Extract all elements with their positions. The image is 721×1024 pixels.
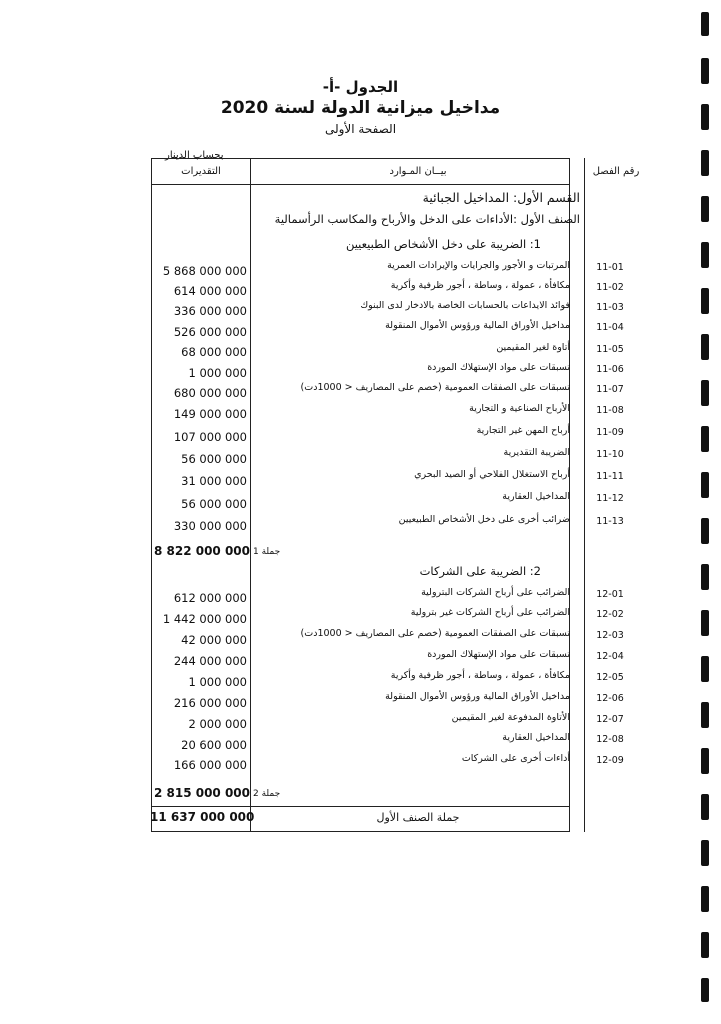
column-header-resource: بيــان المـوارد [389, 166, 447, 177]
row-amount: 1 000 000 [188, 675, 247, 689]
binder-mark [701, 58, 709, 84]
binder-mark [701, 150, 709, 176]
row-code: 11-01 [596, 262, 624, 273]
subtotal-label-1: جملة 1 [253, 547, 281, 557]
binder-mark [701, 104, 709, 130]
binder-mark [701, 426, 709, 452]
row-amount: 56 000 000 [181, 452, 247, 466]
part-heading: القسم الأول: المداخيل الجبائية [422, 190, 580, 205]
binder-mark [701, 656, 709, 682]
row-amount: 216 000 000 [173, 696, 247, 710]
row-code: 12-07 [596, 714, 624, 725]
main-title: مداخيل ميزانية الدولة لسنة 2020 [220, 98, 501, 118]
row-label: فوائد الايداعات بالحسابات الخاصة بالادخار لدى البنوك [360, 300, 570, 311]
row-label: أرباح المهن غير التجارية [476, 425, 570, 436]
row-amount: 5 868 000 000 [162, 264, 247, 278]
row-label: أرباح الاستغلال الفلاحي أو الصيد البحري [414, 469, 570, 480]
row-label: أتاوة لغير المقيمين [496, 342, 570, 353]
row-code: 11-07 [596, 384, 624, 395]
binder-mark [701, 610, 709, 636]
row-label: الضريبة التقديرية [503, 447, 570, 458]
grand-total-amount: 11 637 000 000 [150, 810, 255, 824]
column-divider-estimate [250, 158, 251, 832]
section-heading-1: 1: الضريبة على دخل الأشخاص الطبيعيين [345, 237, 541, 251]
row-code: 12-01 [596, 589, 624, 600]
row-label: المرتبات و الأجور والجرايات والإيرادات العمرية [387, 260, 570, 271]
binder-mark [701, 196, 709, 222]
row-code: 12-08 [596, 734, 624, 745]
binder-mark [701, 978, 709, 1002]
row-amount: 614 000 000 [173, 284, 247, 298]
row-label: مكافأة ، عمولة ، وساطة ، أجور ظرفية وأكرية [390, 670, 570, 681]
category-heading: الصنف الأول :الأداءات على الدخل والأرباح والمكاسب الرأسمالية [274, 212, 580, 226]
binder-mark [701, 380, 709, 406]
row-code: 12-04 [596, 651, 624, 662]
row-label: تسبقات على مواد الإستهلاك الموردة [427, 362, 570, 373]
binder-mark [701, 564, 709, 590]
row-label: الضرائب على أرباح الشركات البترولية [421, 587, 570, 598]
row-amount: 1 442 000 000 [162, 612, 247, 626]
binder-mark [701, 518, 709, 544]
grand-total-label: جملة الصنف الأول [376, 811, 460, 824]
binder-mark [701, 932, 709, 958]
row-amount: 1 000 000 [188, 366, 247, 380]
row-label: المداخيل العقارية [502, 732, 570, 743]
row-amount: 107 000 000 [173, 430, 247, 444]
row-label: تسبقات على مواد الإستهلاك الموردة [427, 649, 570, 660]
row-amount: 244 000 000 [173, 654, 247, 668]
total-divider [151, 806, 569, 807]
binder-mark [701, 840, 709, 866]
column-header-estimate: التقديرات [181, 166, 221, 177]
row-code: 11-05 [596, 344, 624, 355]
subtotal-amount-1: 8 822 000 000 [153, 544, 250, 558]
row-code: 11-12 [596, 493, 624, 504]
row-label: تسبقات على الصفقات العمومية (خصم على المصاريف < 1000دت) [300, 628, 570, 639]
row-label: ضرائب أخرى على دخل الأشخاص الطبيعيين [398, 514, 570, 525]
row-amount: 336 000 000 [173, 304, 247, 318]
row-amount: 680 000 000 [173, 386, 247, 400]
row-amount: 42 000 000 [181, 633, 247, 647]
row-amount: 330 000 000 [173, 519, 247, 533]
row-code: 11-06 [596, 364, 624, 375]
column-divider-code [584, 158, 585, 832]
row-code: 12-06 [596, 693, 624, 704]
row-amount: 56 000 000 [181, 497, 247, 511]
binder-mark [701, 242, 709, 268]
binder-mark [701, 12, 709, 36]
row-amount: 68 000 000 [181, 345, 247, 359]
row-code: 11-03 [596, 302, 624, 313]
row-label: الأتاوة المدفوعة لغير المقيمين [451, 712, 570, 723]
row-amount: 526 000 000 [173, 325, 247, 339]
row-code: 12-09 [596, 755, 624, 766]
row-amount: 166 000 000 [173, 758, 247, 772]
row-amount: 149 000 000 [173, 407, 247, 421]
row-code: 11-10 [596, 449, 624, 460]
binder-mark [701, 794, 709, 820]
row-label: أداءات أخرى على الشركات [461, 753, 570, 764]
header-divider [151, 184, 569, 185]
row-amount: 2 000 000 [188, 717, 247, 731]
row-code: 12-03 [596, 630, 624, 641]
row-label: المداخيل العقارية [502, 491, 570, 502]
row-amount: 20 600 000 [181, 738, 247, 752]
binder-mark [701, 886, 709, 912]
row-label: الأرباح الصناعية و التجارية [469, 403, 570, 414]
row-code: 11-04 [596, 322, 624, 333]
row-label: تسبقات على الصفقات العمومية (خصم على المصاريف < 1000دت) [300, 382, 570, 393]
row-code: 11-02 [596, 282, 624, 293]
subtotal-label-2: جملة 2 [253, 789, 281, 799]
row-label: مداخيل الأوراق المالية ورؤوس الأموال المنقولة [385, 320, 570, 331]
subtotal-amount-2: 2 815 000 000 [153, 786, 250, 800]
binder-mark [701, 288, 709, 314]
row-label: مكافأة ، عمولة ، وساطة ، أجور ظرفية وأكرية [390, 280, 570, 291]
row-amount: 612 000 000 [173, 591, 247, 605]
row-code: 11-13 [596, 516, 624, 527]
binder-mark [701, 472, 709, 498]
row-code: 11-09 [596, 427, 624, 438]
row-label: الضرائب على أرباح الشركات غير بترولية [410, 607, 570, 618]
page-label: الصفحة الأولى [324, 122, 397, 136]
row-code: 12-02 [596, 609, 624, 620]
section-heading-2: 2: الضريبة على الشركات [419, 564, 541, 578]
row-label: مداخيل الأوراق المالية ورؤوس الأموال المنقولة [385, 691, 570, 702]
row-amount: 31 000 000 [181, 474, 247, 488]
currency-note: بحساب الدينار [165, 150, 224, 161]
column-header-code: رقم الفصل [592, 166, 640, 177]
binder-mark [701, 334, 709, 360]
binder-mark [701, 702, 709, 728]
row-code: 12-05 [596, 672, 624, 683]
row-code: 11-08 [596, 405, 624, 416]
row-code: 11-11 [596, 471, 624, 482]
table-title: الجدول -أ- [322, 78, 399, 96]
binder-mark [701, 748, 709, 774]
